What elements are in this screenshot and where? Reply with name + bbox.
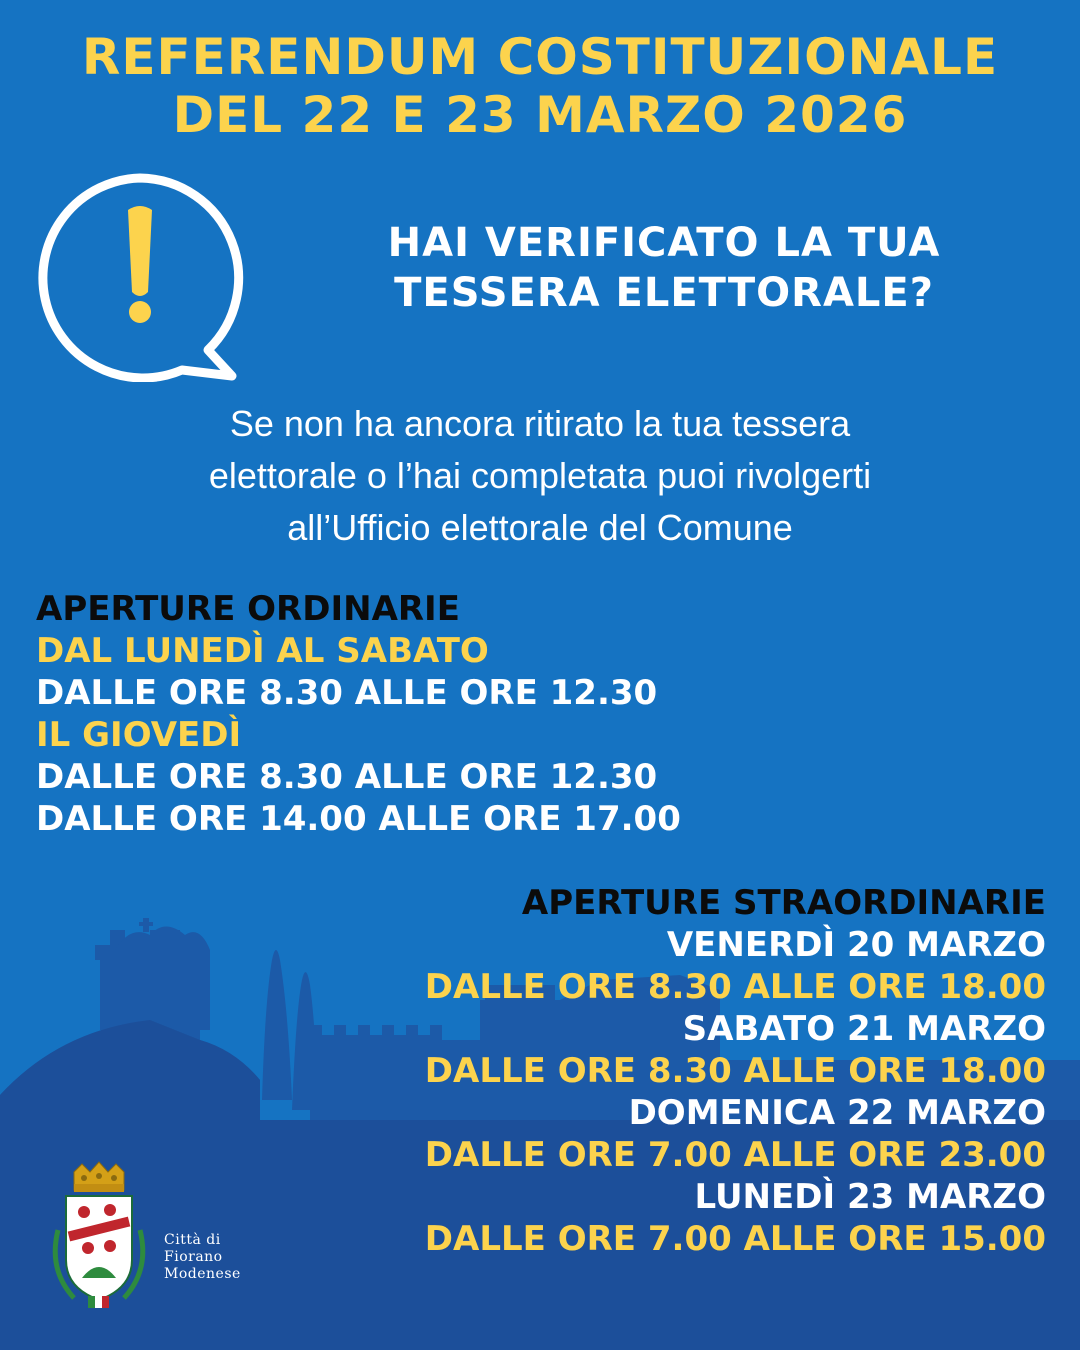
question-line-2: TESSERA ELETTORALE? xyxy=(394,270,934,316)
ordinary-hours: DALLE ORE 8.30 ALLE ORE 12.30 xyxy=(36,757,658,797)
extraordinary-hours: DALLE ORE 8.30 ALLE ORE 18.00 xyxy=(424,1051,1046,1091)
city-crest-logo xyxy=(44,1160,154,1320)
extraordinary-date: SABATO 21 MARZO xyxy=(682,1009,1046,1049)
city-line-3: Modenese xyxy=(164,1266,241,1282)
extraordinary-hours: DALLE ORE 7.00 ALLE ORE 15.00 xyxy=(424,1219,1046,1259)
ordinary-heading: APERTURE ORDINARIE xyxy=(36,589,460,629)
question-line-1: HAI VERIFICATO LA TUA xyxy=(387,220,941,266)
extraordinary-date: DOMENICA 22 MARZO xyxy=(628,1093,1046,1133)
exclamation-speech-bubble-icon xyxy=(32,172,252,382)
extraordinary-openings xyxy=(425,882,1046,1260)
city-line-2: Fiorano xyxy=(164,1249,223,1265)
ordinary-hours: DALLE ORE 14.00 ALLE ORE 17.00 xyxy=(36,799,681,839)
card-check-question xyxy=(290,218,1038,318)
title-line-2: DEL 22 E 23 MARZO 2026 xyxy=(172,86,908,144)
referendum-title xyxy=(0,28,1080,144)
ordinary-openings xyxy=(36,588,681,840)
extraordinary-heading: APERTURE STRAORDINARIE xyxy=(521,883,1046,923)
extraordinary-hours: DALLE ORE 8.30 ALLE ORE 18.00 xyxy=(424,967,1046,1007)
ordinary-days-thursday: IL GIOVEDÌ xyxy=(36,715,242,755)
extraordinary-hours: DALLE ORE 7.00 ALLE ORE 23.00 xyxy=(424,1135,1046,1175)
intro-line-1: Se non ha ancora ritirato la tua tessera xyxy=(229,403,851,444)
intro-line-2: elettorale o l’hai completata puoi rivolgerti xyxy=(208,455,872,496)
extraordinary-date: VENERDÌ 20 MARZO xyxy=(666,925,1046,965)
intro-line-3: all’Ufficio elettorale del Comune xyxy=(287,507,793,548)
city-name xyxy=(164,1232,241,1283)
ordinary-days-weekdays: DAL LUNEDÌ AL SABATO xyxy=(36,631,489,671)
title-line-1: REFERENDUM COSTITUZIONALE xyxy=(81,28,999,86)
city-line-1: Città di xyxy=(164,1232,221,1248)
extraordinary-date: LUNEDÌ 23 MARZO xyxy=(694,1177,1046,1217)
intro-paragraph xyxy=(40,398,1040,554)
ordinary-hours: DALLE ORE 8.30 ALLE ORE 12.30 xyxy=(36,673,658,713)
